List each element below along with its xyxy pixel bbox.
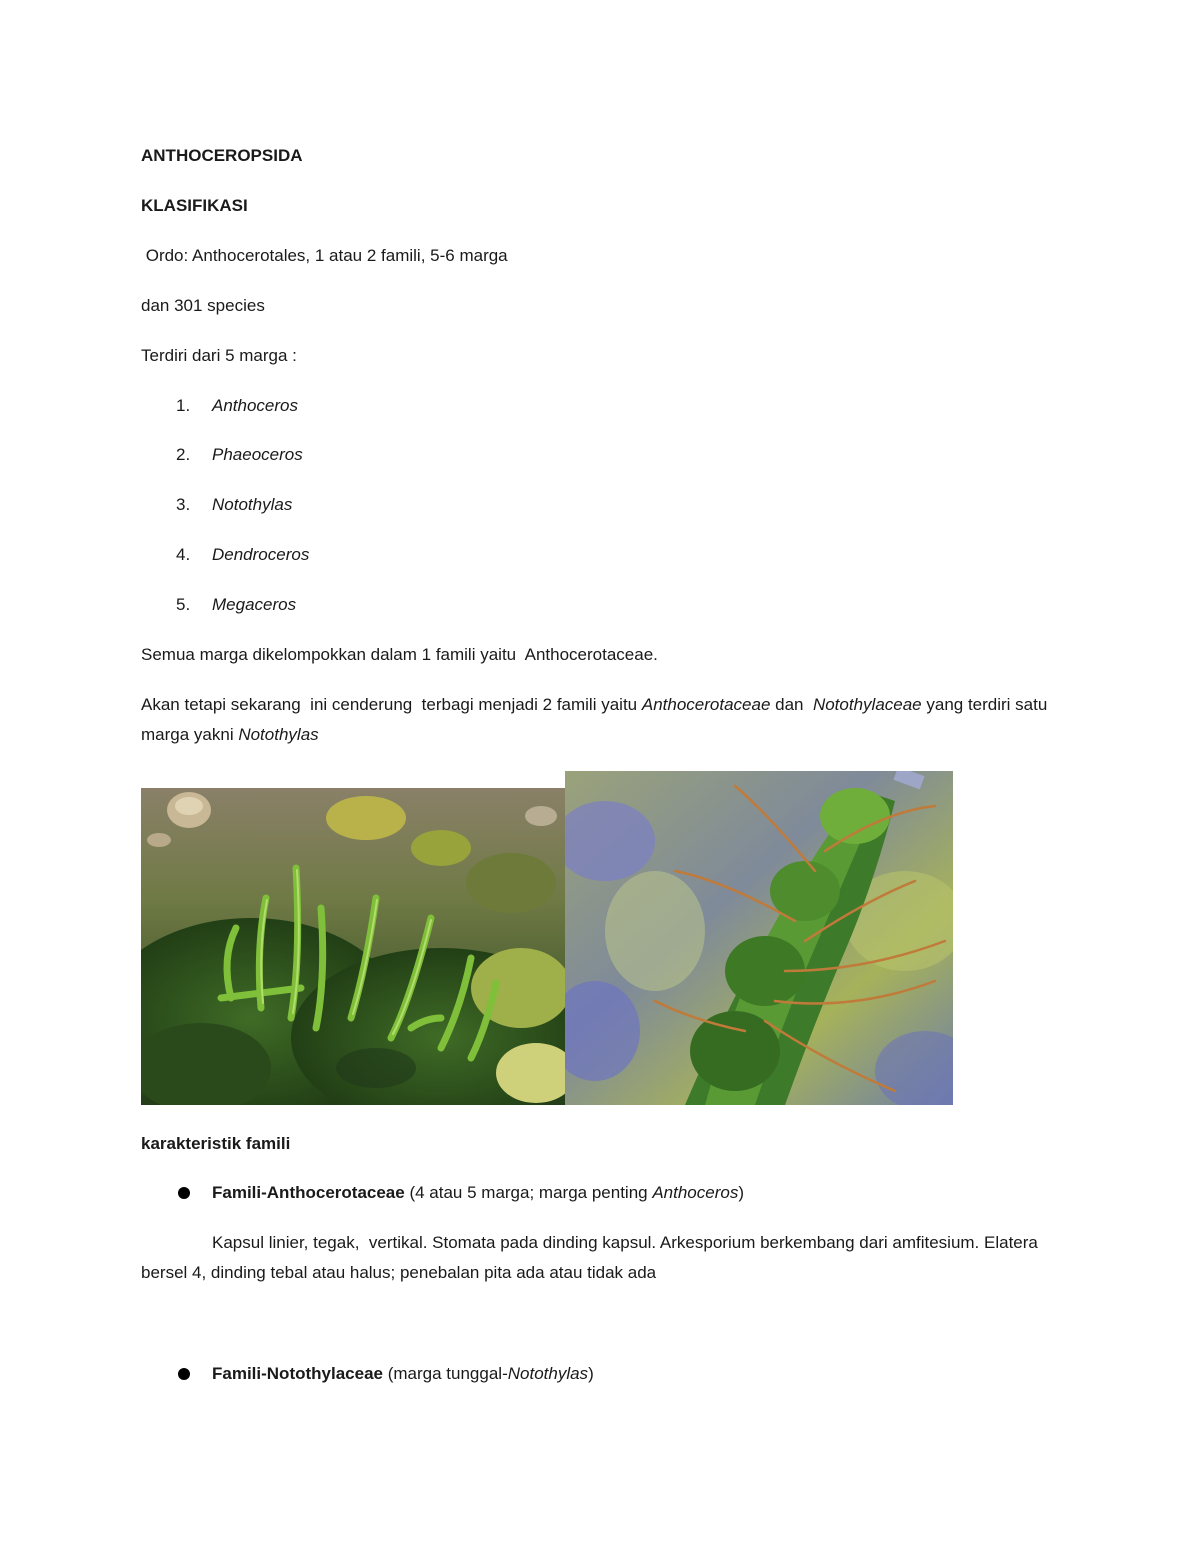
list-item-number: 5. [176, 595, 191, 614]
family2-detail: (marga tunggal- [383, 1364, 508, 1383]
family2-name: Famili-Notothylaceae [212, 1364, 383, 1383]
family-name-italic: Anthocerotaceae [641, 695, 771, 714]
family1-detail-end: ) [738, 1183, 744, 1202]
family1-name: Famili-Anthocerotaceae [212, 1183, 405, 1202]
list-item: Anthoceros [212, 396, 298, 415]
akan-text: Akan tetapi sekarang ini cenderung terbagi menjadi 2 famili yaitu [141, 695, 642, 714]
ordo-text: Ordo: Anthocerotales, 1 atau 2 famili, 5-6 marga [141, 246, 508, 265]
list-item: Dendroceros [212, 545, 310, 564]
list-item: Phaeoceros [212, 445, 303, 464]
bullet-icon [178, 1368, 190, 1380]
akan-paragraph [141, 690, 1061, 750]
family1-line [212, 1182, 744, 1204]
characteristics-heading: karakteristik famili [141, 1134, 291, 1153]
list-item-number: 3. [176, 495, 191, 514]
family2-genus: Notothylas [507, 1364, 589, 1383]
photo-hornwort-2 [565, 771, 953, 1105]
photo-hornwort-1 [141, 788, 565, 1105]
list-item-number: 4. [176, 545, 191, 564]
bullet-icon [178, 1187, 190, 1199]
family1-description: Kapsul linier, tegak, vertikal. Stomata pada dinding kapsul. Arkesporium berkembang dari amfitesium. Elatera bersel 4, dinding tebal atau halus; penebalan pita ada atau tidak ada [141, 1233, 1043, 1282]
species-text: dan 301 species [141, 296, 265, 315]
photo-hornwort-2-image [565, 771, 953, 1105]
list-item: Megaceros [212, 595, 297, 614]
section-heading: KLASIFIKASI [141, 196, 248, 215]
terdiri-text: Terdiri dari 5 marga : [141, 346, 297, 365]
akan-text: dan [770, 695, 813, 714]
family1-detail: (4 atau 5 marga; marga penting [404, 1183, 653, 1202]
family-name-italic: Notothylaceae [812, 695, 922, 714]
akan-text: yang terdiri satu marga yakni [141, 695, 1053, 744]
photo-hornwort-1-image [141, 788, 565, 1105]
semua-text: Semua marga dikelompokkan dalam 1 famili yaitu Anthocerotaceae. [141, 645, 658, 664]
family2-line [212, 1363, 594, 1385]
family2-detail-end: ) [588, 1364, 594, 1383]
list-item-number: 1. [176, 396, 191, 415]
list-item: Notothylas [212, 495, 293, 514]
genus-name-italic: Notothylas [238, 725, 319, 744]
doc-title: ANTHOCEROPSIDA [141, 146, 303, 165]
family1-genus: Anthoceros [652, 1183, 739, 1202]
list-item-number: 2. [176, 445, 191, 464]
